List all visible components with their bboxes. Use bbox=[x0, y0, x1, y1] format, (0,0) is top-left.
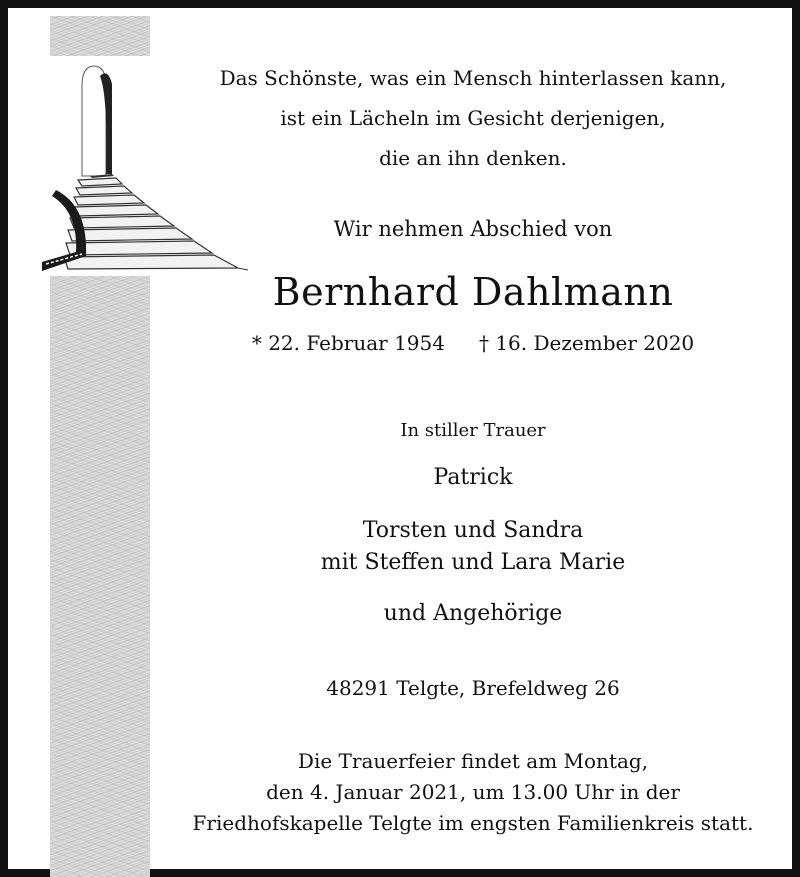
quote-line-3: die an ihn denken. bbox=[379, 146, 567, 170]
death-date: † 16. Dezember 2020 bbox=[478, 331, 695, 355]
funeral-service-info bbox=[168, 746, 778, 839]
farewell-intro: Wir nehmen Abschied von bbox=[333, 217, 613, 241]
mourning-heading: In stiller Trauer bbox=[400, 420, 546, 441]
memorial-quote bbox=[168, 58, 778, 178]
quote-line-2: ist ein Lächeln im Gesicht derjenigen, bbox=[280, 106, 666, 130]
mourner-line-3: mit Steffen und Lara Marie bbox=[320, 550, 626, 575]
life-dates bbox=[168, 331, 778, 355]
mourner-line-1: Patrick bbox=[433, 465, 513, 490]
service-line-3: Friedhofskapelle Telgte im engsten Familienkreis statt. bbox=[192, 811, 754, 835]
birth-date: * 22. Februar 1954 bbox=[251, 331, 445, 355]
mourner-line-2: Torsten und Sandra bbox=[362, 518, 584, 543]
quote-line-1: Das Schönste, was ein Mensch hinterlassen kann, bbox=[219, 66, 727, 90]
deceased-name: Bernhard Dahlmann bbox=[272, 270, 674, 314]
mourner-line-4: und Angehörige bbox=[383, 601, 563, 626]
service-line-2: den 4. Januar 2021, um 13.00 Uhr in der bbox=[266, 780, 680, 804]
family-address: 48291 Telgte, Brefeldweg 26 bbox=[326, 676, 620, 700]
service-line-1: Die Trauerfeier findet am Montag, bbox=[297, 749, 649, 773]
